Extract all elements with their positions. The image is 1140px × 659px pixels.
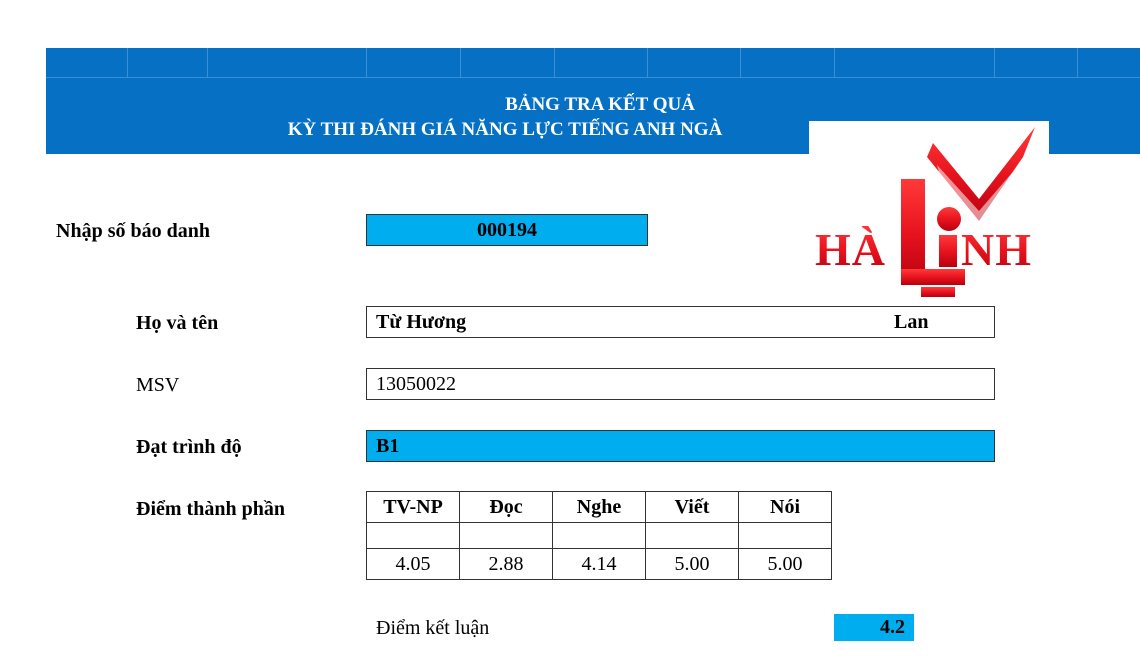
title-line-2: KỲ THI ĐÁNH GIÁ NĂNG LỰC TIẾNG ANH NGÀ <box>287 119 723 140</box>
first-name: Lan <box>894 311 929 333</box>
banner-gridline <box>834 48 835 78</box>
sbd-label: Nhập số báo danh <box>56 220 210 242</box>
banner-gridline <box>647 48 648 78</box>
svg-text:NH: NH <box>961 224 1032 275</box>
banner-gridline <box>554 48 555 78</box>
score-tvnp: 4.05 <box>367 549 460 580</box>
scores-label: Điểm thành phần <box>136 498 285 520</box>
conclusion-label: Điểm kết luận <box>376 617 490 639</box>
banner-gridline <box>460 48 461 78</box>
last-middle-name: Từ Hương <box>376 311 467 333</box>
header-viet: Viết <box>646 492 739 523</box>
msv-label: MSV <box>136 374 180 396</box>
banner-gridline <box>994 48 995 78</box>
name-field <box>366 306 995 338</box>
logo-text: HÀ <box>815 224 886 275</box>
conclusion-score: 4.2 <box>834 614 914 641</box>
header-nghe: Nghe <box>553 492 646 523</box>
score-nghe: 4.14 <box>553 549 646 580</box>
scores-header-row <box>367 492 832 523</box>
logo-graphic <box>809 121 1049 307</box>
title-line-1: BẢNG TRA KẾT QUẢ <box>505 94 695 115</box>
name-label: Họ và tên <box>136 312 219 334</box>
banner-gridline <box>740 48 741 78</box>
banner-gridline <box>1077 48 1078 78</box>
msv-field: 13050022 <box>366 368 995 400</box>
ha-linh-logo <box>809 121 1049 307</box>
level-field: B1 <box>366 430 995 462</box>
scores-value-row <box>367 549 832 580</box>
scores-table <box>366 491 832 580</box>
banner-gridline <box>127 48 128 78</box>
header-noi: Nói <box>739 492 832 523</box>
header-tvnp: TV-NP <box>367 492 460 523</box>
score-viet: 5.00 <box>646 549 739 580</box>
level-label: Đạt trình độ <box>136 436 242 458</box>
scores-empty-row <box>367 523 832 549</box>
sbd-input[interactable]: 000194 <box>366 214 648 246</box>
score-doc: 2.88 <box>460 549 553 580</box>
header-doc: Đọc <box>460 492 553 523</box>
banner-gridline <box>207 48 208 78</box>
banner-gridline <box>366 48 367 78</box>
score-noi: 5.00 <box>739 549 832 580</box>
banner-gridline <box>46 77 1140 78</box>
